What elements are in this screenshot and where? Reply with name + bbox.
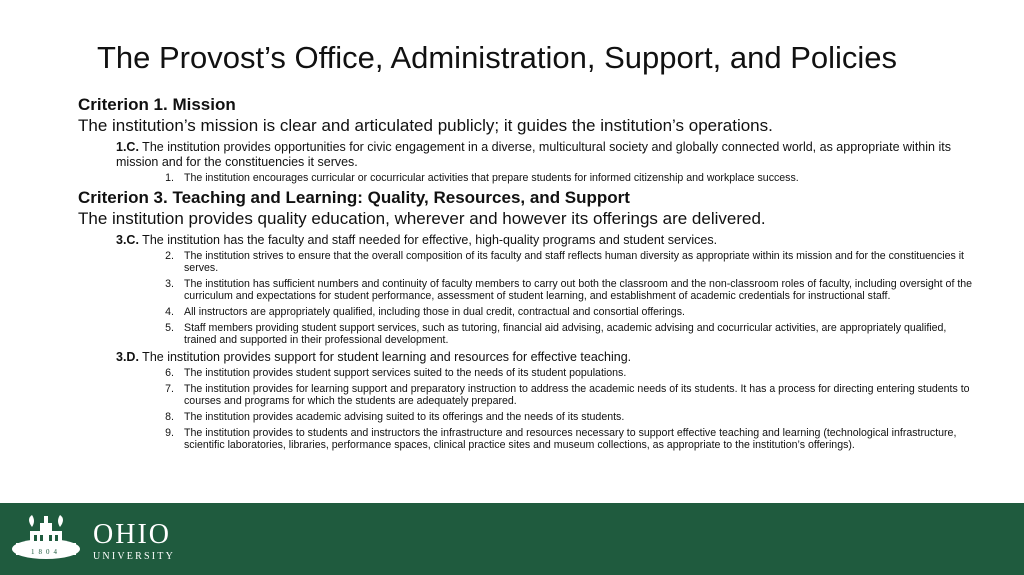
sub-criterion-3c: [116, 233, 978, 248]
list-item: [154, 250, 978, 274]
list-item-number: 4.: [165, 306, 174, 318]
list-item-text: The institution provides for learning support and preparatory instruction to address the academic needs of its students. It has a process for directing entering students to courses and programs for which the students are adequately prepared.: [184, 383, 970, 407]
criterion-3: [78, 188, 978, 451]
ohio-university-logo: [93, 521, 175, 563]
sub-criterion-text: The institution provides support for student learning and resources for effective teaching.: [138, 350, 632, 364]
criterion-description: The institution provides quality education, wherever and however its offerings are delivered.: [78, 209, 766, 228]
list-item: [154, 278, 978, 302]
list-item-text: All instructors are appropriately qualified, including those in dual credit, contractual and consortial offerings.: [184, 306, 685, 318]
criterion-title: Criterion 1. Mission: [78, 95, 236, 114]
seal-year: 1804: [31, 548, 61, 556]
sub-criterion-code: 3.D.: [116, 350, 139, 364]
list-item: [154, 427, 978, 451]
list-item-number: 3.: [165, 278, 174, 290]
sub-criterion-code: 1.C.: [116, 140, 139, 154]
list-item-text: Staff members providing student support services, such as tutoring, financial aid advising, academic advising and cocurricular activities, are appropriately qualified, trained and supported in their professional development.: [184, 322, 947, 346]
sub-criterion-code: 3.C.: [116, 233, 139, 247]
sub-criterion-3d: [116, 350, 978, 365]
list-item-number: 5.: [165, 322, 174, 334]
criterion-description: The institution’s mission is clear and articulated publicly; it guides the institution’s operations.: [78, 116, 773, 135]
list-item: [154, 411, 978, 423]
footer-band: [0, 503, 1024, 575]
list-item-text: The institution strives to ensure that the overall composition of its faculty and staff reflects human diversity as appropriate within its mission and for the constituencies it serves.: [184, 250, 965, 274]
list-item-number: 1.: [165, 172, 174, 184]
criterion-title: Criterion 3. Teaching and Learning: Quality, Resources, and Support: [78, 188, 630, 207]
slide-title: The Provost’s Office, Administration, Support, and Policies: [96, 40, 898, 75]
criteria-content: [78, 95, 978, 455]
logo-line-ohio: OHIO: [93, 519, 171, 550]
list-item-text: The institution provides student support services suited to the needs of its student populations.: [184, 367, 627, 379]
list-item-number: 9.: [165, 427, 174, 439]
ohio-university-seal-icon: [10, 513, 82, 566]
sub-criterion-1c: [116, 140, 978, 170]
list-item-text: The institution has sufficient numbers and continuity of faculty members to carry out both the classroom and the non-classroom roles of faculty, including oversight of the curriculum and expectations for student performance, assessment of student learning, and establishment of academic credentials for instructional staff.: [184, 278, 973, 302]
list-item-number: 6.: [165, 367, 174, 379]
list-item-text: The institution provides academic advising suited to its offerings and the needs of its students.: [184, 411, 625, 423]
list-item: [154, 322, 978, 346]
list-item-number: 8.: [165, 411, 174, 423]
list-item: [154, 383, 978, 407]
list-item-number: 2.: [165, 250, 174, 262]
sub-criterion-text: The institution has the faculty and staff needed for effective, high-quality programs and student services.: [138, 233, 718, 247]
list-item-text: The institution encourages curricular or cocurricular activities that prepare students for informed citizenship and workplace success.: [184, 172, 799, 184]
logo-line-university: UNIVERSITY: [93, 551, 175, 562]
list-item: [154, 172, 978, 184]
list-item-text: The institution provides to students and instructors the infrastructure and resources necessary to support effective teaching and learning (technological infrastructure, scientific laboratories, libraries, performance spaces, clinical practice sites and museum collections, as appropriate to the institution’s offerings).: [184, 427, 957, 451]
sub-criterion-text: The institution provides opportunities for civic engagement in a diverse, multicultural society and globally connected world, as appropriate within its mission and for the constituencies it serves.: [116, 140, 951, 169]
criterion-1: [78, 95, 978, 184]
list-item: [154, 306, 978, 318]
list-item-number: 7.: [165, 383, 174, 395]
list-item: [154, 367, 978, 379]
